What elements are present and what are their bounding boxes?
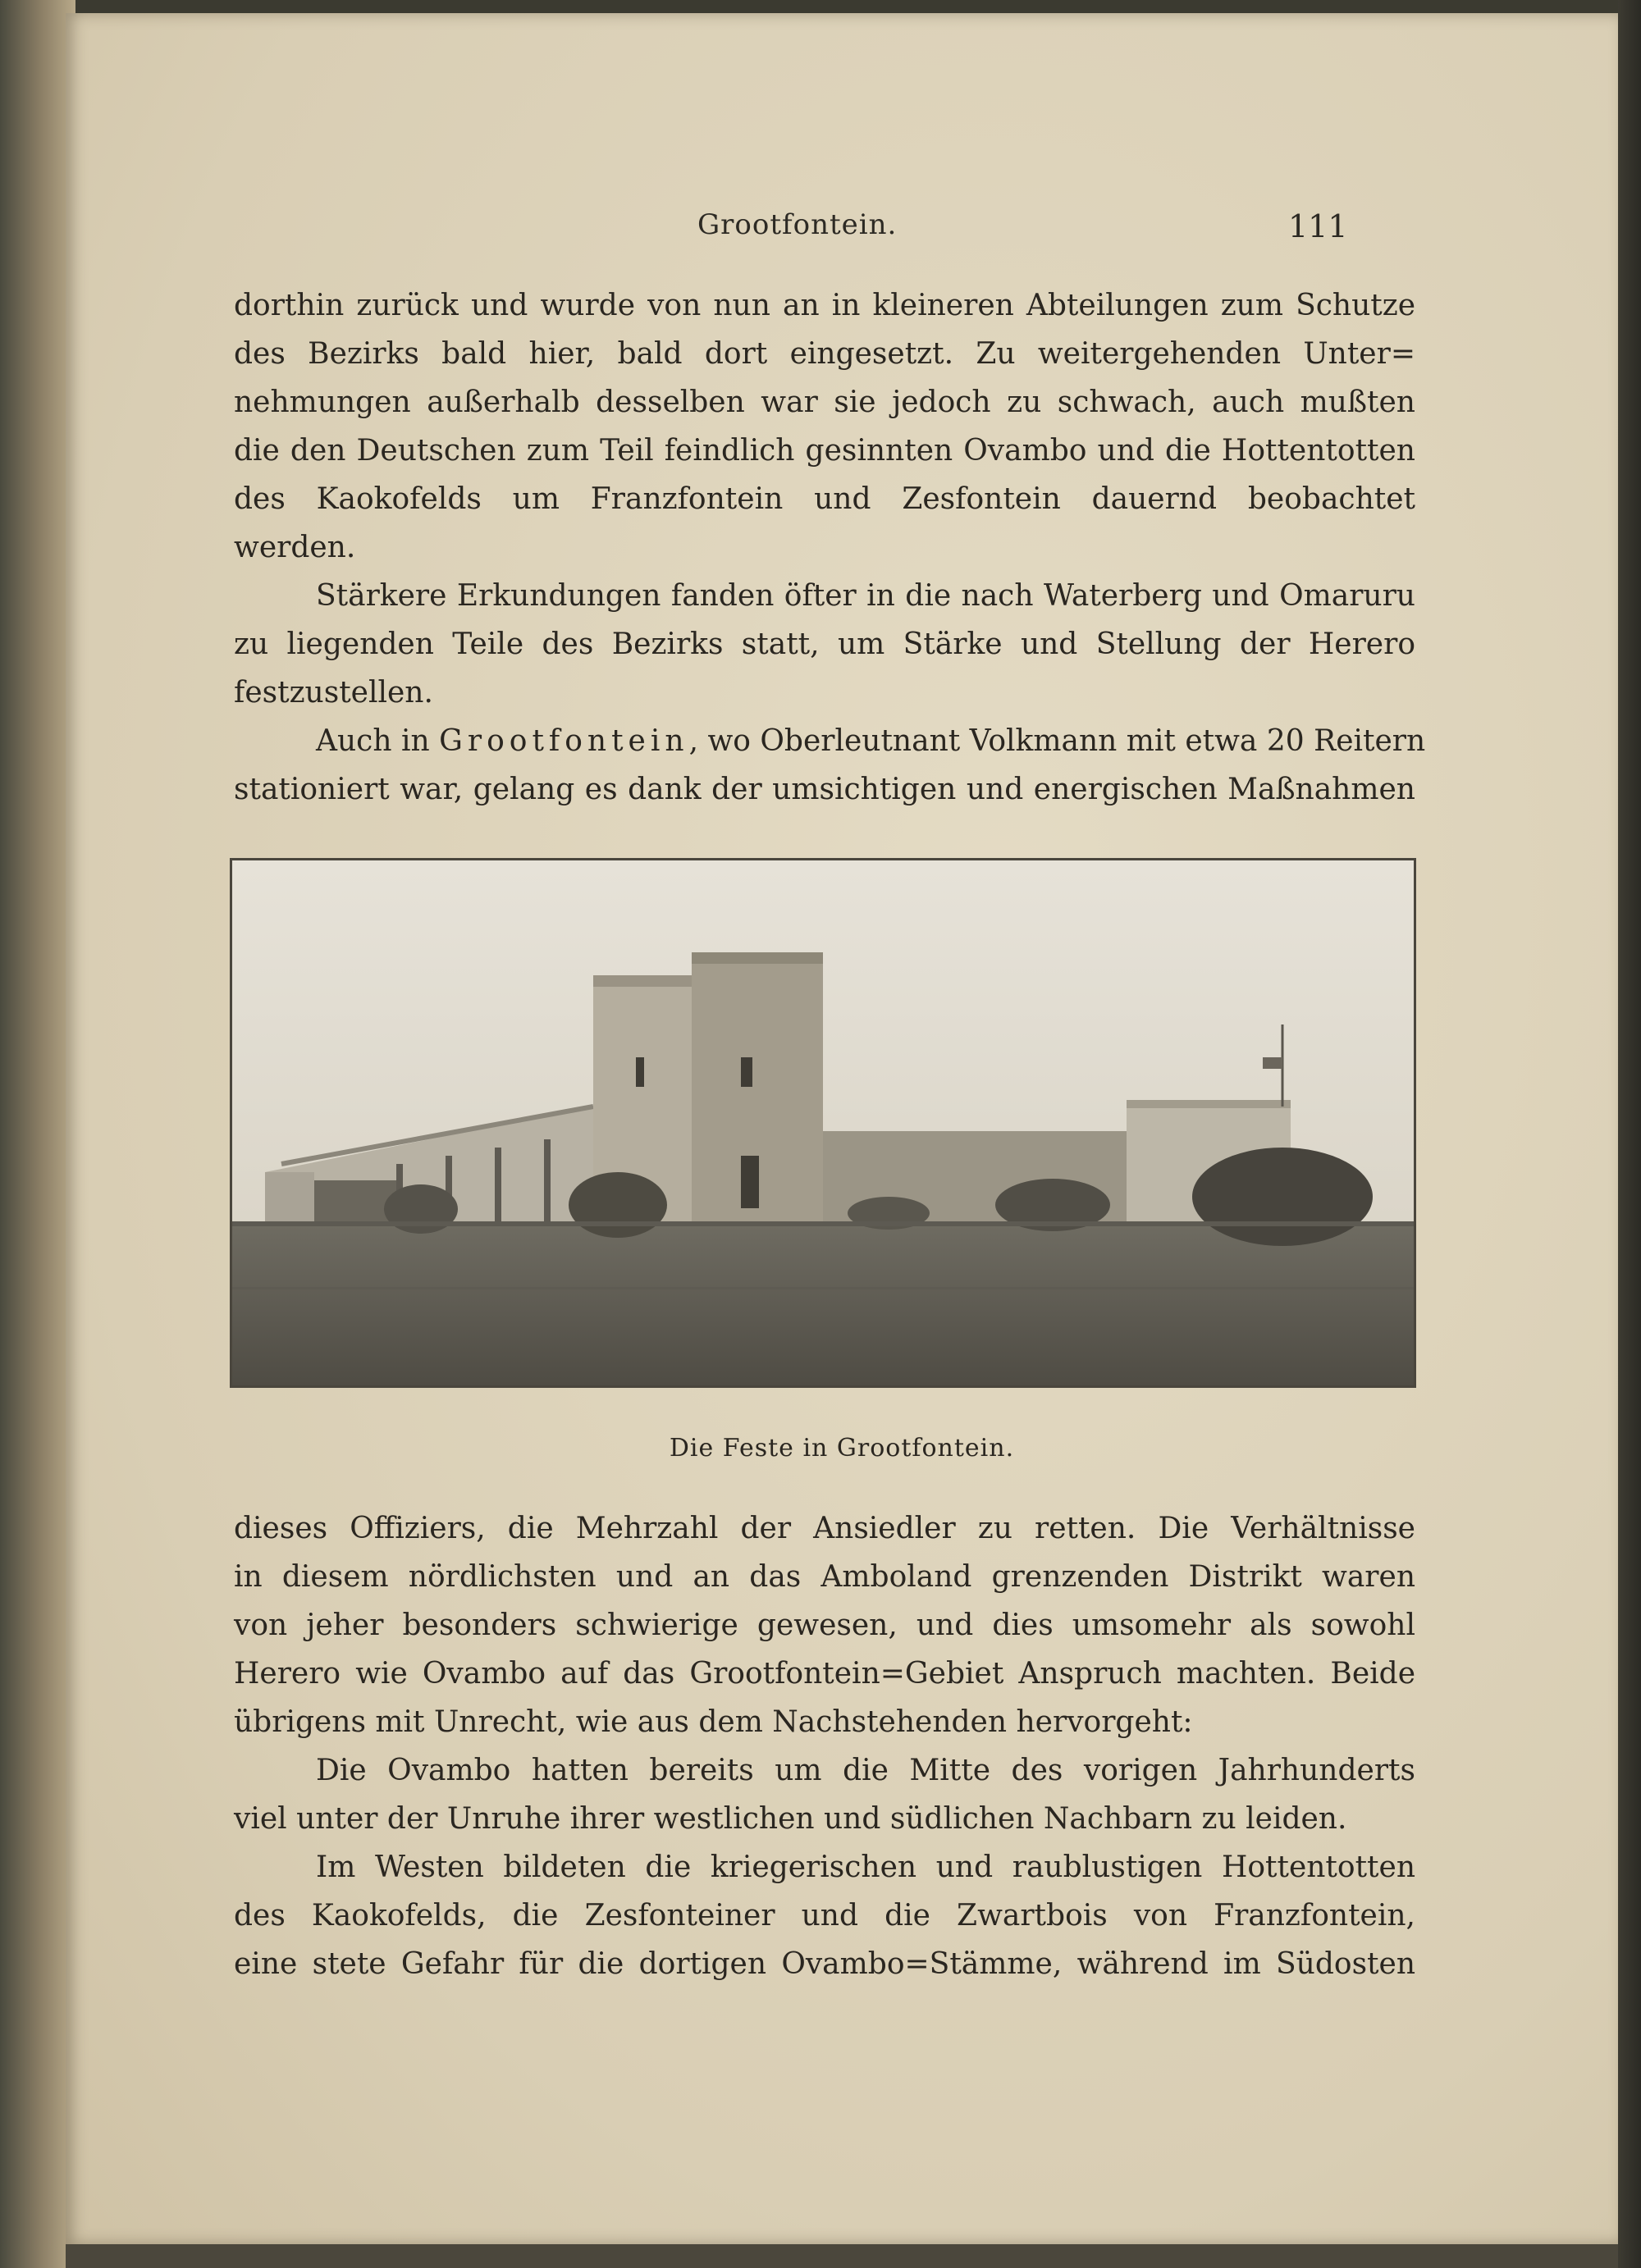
- text-line: dorthin zurück und wurde von nun an in kleineren Abteilungen zum Schutze: [234, 289, 1415, 322]
- text-line: dieses Offiziers, die Mehrzahl der Ansiedler zu retten. Die Verhältnisse: [234, 1512, 1415, 1545]
- text-line: werden.: [234, 531, 356, 564]
- book-right-edge: [1618, 0, 1641, 2268]
- text-run: Auch in: [316, 724, 440, 758]
- text-block-upper: [234, 281, 1426, 814]
- running-head: [66, 208, 1618, 249]
- text-line: nehmungen außerhalb desselben war sie jedoch zu schwach, auch mußten: [234, 386, 1415, 419]
- text-block-lower: [234, 1504, 1415, 1988]
- figure-caption: Die Feste in Grootfontein.: [669, 1434, 1015, 1463]
- text-line: eine stete Gefahr für die dortigen Ovambo=Stämme, während im Südosten: [234, 1947, 1415, 1981]
- text-line: zu liegenden Teile des Bezirks statt, um Stärke und Stellung der Herero: [234, 627, 1415, 661]
- text-run-spaced: Grootfontein: [439, 724, 689, 758]
- book-gutter: [0, 0, 75, 2268]
- text-line: die den Deutschen zum Teil feindlich gesinnten Ovambo und die Hottentotten: [234, 434, 1415, 468]
- page-number: 111: [1288, 208, 1348, 244]
- text-line: festzustellen.: [234, 676, 433, 710]
- book-page: [66, 13, 1618, 2244]
- text-line: des Kaokofelds, die Zesfonteiner und die Zwartbois von Franzfontein,: [234, 1899, 1415, 1933]
- text-line: in diesem nördlichsten und an das Amboland grenzenden Distrikt waren: [234, 1560, 1415, 1594]
- photo-illustration: [232, 860, 1414, 1385]
- text-line: des Bezirks bald hier, bald dort eingesetzt. Zu weitergehenden Unter=: [234, 337, 1415, 371]
- text-line-composite: [234, 717, 1426, 765]
- text-line: viel unter der Unruhe ihrer westlichen und südlichen Nachbarn zu leiden.: [234, 1802, 1347, 1836]
- text-line: Stärkere Erkundungen fanden öfter in die nach Waterberg und Omaruru: [316, 579, 1415, 613]
- text-line: von jeher besonders schwierige gewesen, und dies umsomehr als sowohl: [234, 1609, 1415, 1642]
- text-line: übrigens mit Unrecht, wie aus dem Nachstehenden hervorgeht:: [234, 1705, 1193, 1739]
- text-line: Im Westen bildeten die kriegerischen und raublustigen Hottentotten: [316, 1850, 1415, 1884]
- running-head-title: Grootfontein.: [697, 208, 898, 241]
- text-line: Die Ovambo hatten bereits um die Mitte des vorigen Jahrhunderts: [316, 1754, 1415, 1787]
- book-bottom-edge: [66, 2244, 1618, 2268]
- text-line: stationiert war, gelang es dank der umsichtigen und energischen Maßnahmen: [234, 773, 1415, 806]
- photo-fort: [230, 858, 1416, 1388]
- text-run: , wo Oberleutnant Volkmann mit etwa 20 Reitern: [688, 724, 1426, 758]
- text-line: Herero wie Ovambo auf das Grootfontein=Gebiet Anspruch machten. Beide: [234, 1657, 1415, 1691]
- text-line: des Kaokofelds um Franzfontein und Zesfontein dauernd beobachtet: [234, 482, 1415, 516]
